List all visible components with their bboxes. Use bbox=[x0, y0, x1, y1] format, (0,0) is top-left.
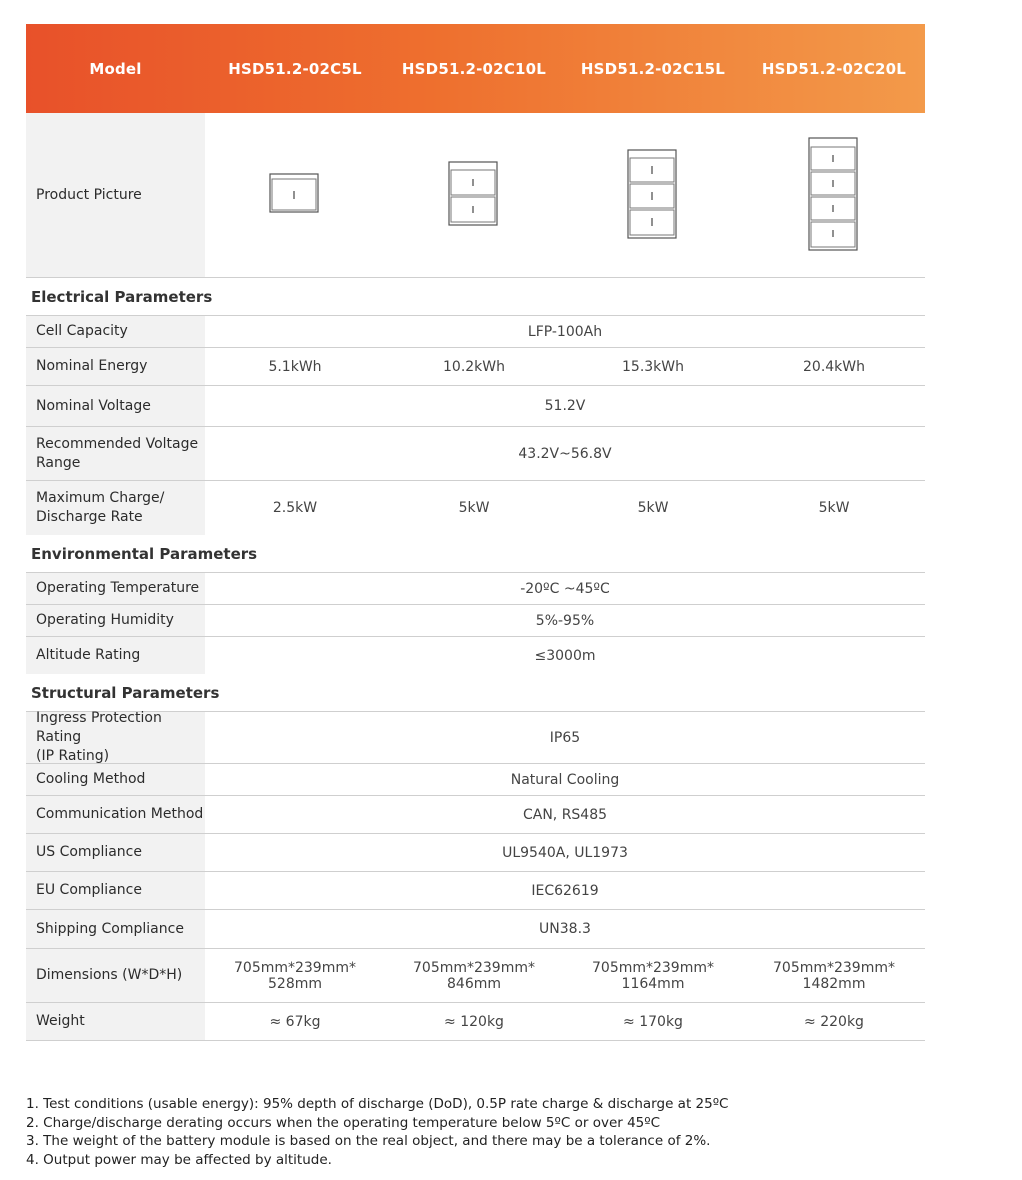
row-value: -20ºC ~45ºC bbox=[520, 580, 610, 597]
row-altitude bbox=[26, 637, 925, 674]
section-electrical: Electrical Parameters bbox=[26, 278, 925, 316]
product-image-15l bbox=[563, 113, 743, 277]
model-name: HSD51.2-02C20L bbox=[761, 59, 907, 78]
battery-4-module-icon bbox=[808, 137, 860, 253]
row-label-line: Maximum Charge/ bbox=[36, 490, 165, 506]
row-value: 10.2kWh bbox=[443, 358, 505, 375]
product-picture-row bbox=[26, 113, 925, 278]
row-label-line: Ingress Protection Rating bbox=[36, 710, 162, 745]
model-name: HSD51.2-02C5L bbox=[228, 59, 362, 78]
row-value: 705mm*239mm* 1482mm bbox=[773, 959, 895, 992]
row-value: 705mm*239mm* 528mm bbox=[234, 959, 356, 992]
row-value: 5%-95% bbox=[535, 612, 595, 629]
row-value: 5.1kWh bbox=[268, 358, 322, 375]
row-value: UN38.3 bbox=[539, 921, 591, 937]
model-name: HSD51.2-02C15L bbox=[580, 59, 726, 78]
row-ip-rating bbox=[26, 712, 925, 764]
row-label: Cooling Method bbox=[26, 764, 205, 795]
footnote: 4. Output power may be affected by altitude. bbox=[26, 1152, 332, 1169]
spec-table bbox=[26, 24, 925, 1041]
row-shipping-compliance bbox=[26, 910, 925, 949]
row-value: ≈ 67kg bbox=[269, 1013, 321, 1030]
model-header-label: Model bbox=[89, 59, 142, 78]
row-value: ≈ 170kg bbox=[623, 1013, 683, 1030]
row-label: Operating Humidity bbox=[26, 605, 205, 636]
row-label-line: Range bbox=[36, 454, 81, 471]
row-value: LFP-100Ah bbox=[527, 323, 603, 340]
row-label: Cell Capacity bbox=[26, 316, 205, 347]
row-charge-rate bbox=[26, 481, 925, 535]
row-label: Dimensions (W*D*H) bbox=[26, 949, 205, 1002]
row-label bbox=[26, 712, 205, 763]
section-structural: Structural Parameters bbox=[26, 674, 925, 712]
row-value: Natural Cooling bbox=[510, 771, 620, 788]
battery-1-module-icon bbox=[269, 173, 321, 217]
footnotes bbox=[26, 1095, 729, 1170]
row-label: Nominal Energy bbox=[26, 348, 205, 385]
row-nominal-energy bbox=[26, 348, 925, 386]
model-name: HSD51.2-02C10L bbox=[401, 59, 547, 78]
row-operating-temperature bbox=[26, 573, 925, 605]
row-label-line: Discharge Rate bbox=[36, 509, 143, 525]
row-voltage-range bbox=[26, 427, 925, 481]
row-value: 705mm*239mm* 846mm bbox=[413, 959, 535, 992]
row-dimensions bbox=[26, 949, 925, 1003]
row-label: Nominal Voltage bbox=[26, 386, 205, 426]
row-communication-method bbox=[26, 796, 925, 834]
row-us-compliance bbox=[26, 834, 925, 872]
row-label: EU Compliance bbox=[26, 872, 205, 909]
row-value: 51.2V bbox=[544, 398, 586, 414]
product-image-5l bbox=[205, 113, 385, 277]
battery-3-module-icon bbox=[627, 149, 679, 241]
footnote: 2. Charge/discharge derating occurs when the operating temperature below 5ºC or over 45ºC bbox=[26, 1114, 661, 1131]
row-label: Product Picture bbox=[26, 113, 205, 277]
row-value: ≤3000m bbox=[534, 647, 596, 664]
row-label-line: Recommended Voltage bbox=[36, 435, 199, 452]
row-value: 43.2V~56.8V bbox=[518, 445, 612, 462]
row-label bbox=[26, 427, 205, 480]
row-value: 5kW bbox=[818, 500, 850, 516]
row-label bbox=[26, 481, 205, 535]
row-weight bbox=[26, 1003, 925, 1041]
row-eu-compliance bbox=[26, 872, 925, 910]
row-label: Communication Method bbox=[26, 796, 205, 833]
row-label-line: (IP Rating) bbox=[36, 748, 110, 764]
row-value: 5kW bbox=[637, 500, 669, 516]
row-value: CAN, RS485 bbox=[522, 806, 608, 823]
row-value: 2.5kW bbox=[272, 500, 318, 516]
row-value: 20.4kWh bbox=[803, 358, 865, 375]
row-nominal-voltage bbox=[26, 386, 925, 427]
row-value: 5kW bbox=[458, 500, 490, 516]
row-value: ≈ 120kg bbox=[444, 1013, 504, 1030]
footnote: 1. Test conditions (usable energy): 95% depth of discharge (DoD), 0.5P rate charge & discharge at 25ºC bbox=[26, 1096, 729, 1112]
row-value: UL9540A, UL1973 bbox=[502, 844, 628, 861]
row-value: IP65 bbox=[549, 729, 581, 746]
row-cooling-method bbox=[26, 764, 925, 796]
row-operating-humidity bbox=[26, 605, 925, 637]
row-label: Shipping Compliance bbox=[26, 910, 205, 948]
section-environmental: Environmental Parameters bbox=[26, 535, 925, 573]
row-label: US Compliance bbox=[26, 834, 205, 871]
footnote: 3. The weight of the battery module is based on the real object, and there may be a tolerance of 2%. bbox=[26, 1133, 711, 1150]
row-label: Altitude Rating bbox=[26, 637, 205, 674]
product-image-20l bbox=[743, 113, 925, 277]
row-value: 705mm*239mm* 1164mm bbox=[592, 959, 714, 992]
row-label: Weight bbox=[26, 1003, 205, 1040]
product-image-10l bbox=[385, 113, 563, 277]
row-value: ≈ 220kg bbox=[804, 1013, 864, 1030]
row-value: IEC62619 bbox=[531, 882, 599, 899]
row-value: 15.3kWh bbox=[622, 358, 684, 375]
row-label: Operating Temperature bbox=[26, 573, 205, 604]
row-cell-capacity bbox=[26, 316, 925, 348]
header-row bbox=[26, 24, 925, 113]
battery-2-module-icon bbox=[448, 161, 500, 229]
